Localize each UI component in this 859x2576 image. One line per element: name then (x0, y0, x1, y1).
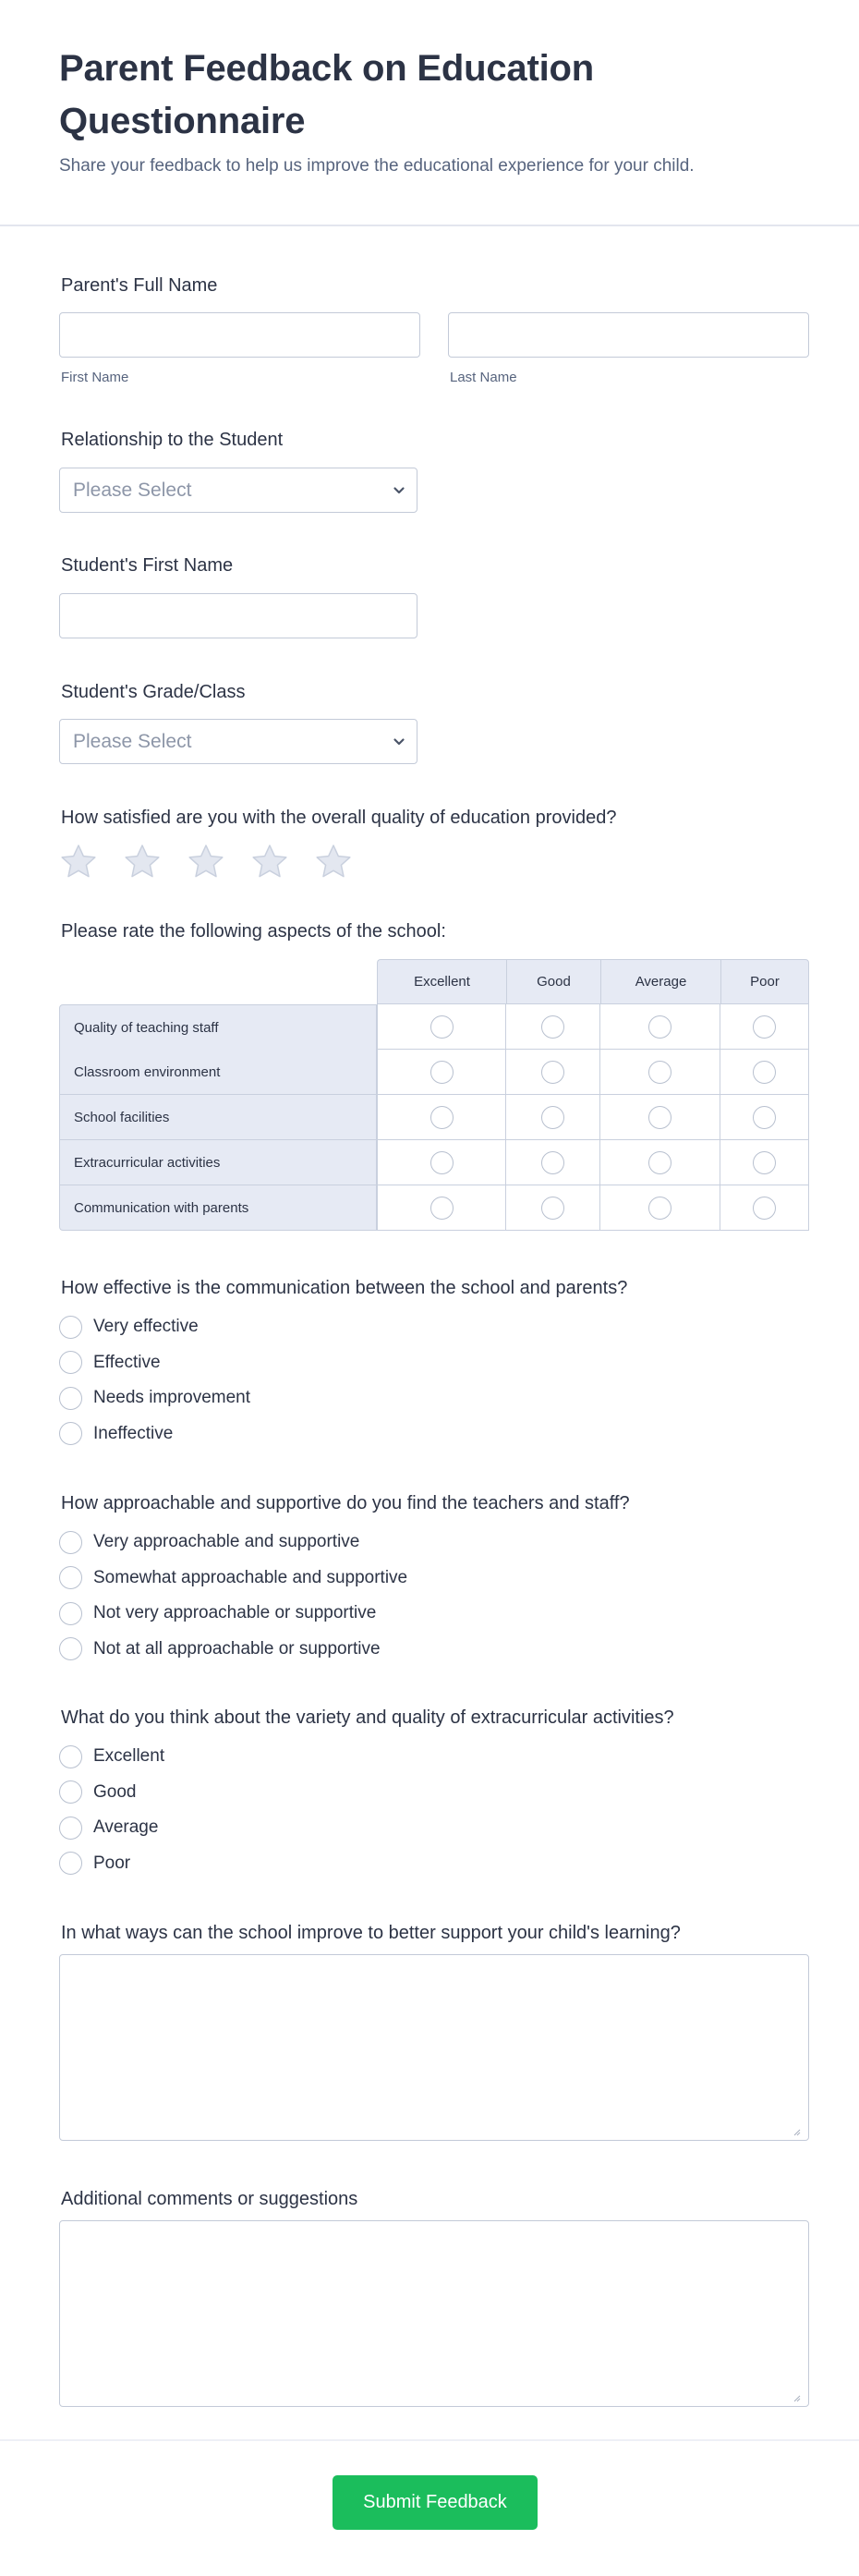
matrix-row-label: Extracurricular activities (59, 1140, 377, 1185)
matrix-cell (506, 1050, 600, 1095)
chevron-down-icon (393, 484, 405, 497)
radio-option[interactable] (59, 1564, 407, 1592)
matrix-radio[interactable] (541, 1061, 564, 1084)
matrix-column-header: Excellent (377, 959, 506, 1004)
form-header (0, 0, 859, 226)
radio-option-label: Very approachable and supportive (93, 1532, 360, 1551)
radio-option-label: Somewhat approachable and supportive (93, 1567, 408, 1587)
radio-option-label: Ineffective (93, 1423, 174, 1443)
comments-textarea[interactable] (59, 2220, 809, 2407)
matrix-radio[interactable] (753, 1197, 776, 1220)
matrix-row-label: Classroom environment (59, 1050, 377, 1095)
matrix-radio[interactable] (648, 1061, 671, 1084)
radio-option-label: Very effective (93, 1317, 199, 1336)
matrix-row-label: Communication with parents (59, 1185, 377, 1231)
matrix-radio[interactable] (648, 1197, 671, 1220)
radio-option-label: Good (93, 1781, 137, 1802)
last-name-sublabel: Last Name (450, 370, 517, 385)
matrix-cell (506, 1140, 600, 1185)
radio-option[interactable] (59, 1420, 173, 1448)
radio-circle[interactable] (59, 1316, 82, 1339)
radio-circle[interactable] (59, 1780, 82, 1804)
radio-option[interactable] (59, 1635, 381, 1663)
matrix-radio[interactable] (541, 1197, 564, 1220)
radio-circle[interactable] (59, 1637, 82, 1660)
star-icon[interactable] (250, 843, 289, 881)
matrix-radio[interactable] (541, 1106, 564, 1129)
grade-label: Student's Grade/Class (61, 682, 246, 702)
extracurricular-label: What do you think about the variety and quality of extracurricular activities? (61, 1707, 674, 1728)
radio-circle[interactable] (59, 1566, 82, 1589)
radio-option[interactable] (59, 1779, 136, 1806)
radio-option-label: Average (93, 1817, 159, 1837)
matrix-cell (506, 1185, 600, 1231)
radio-circle[interactable] (59, 1422, 82, 1445)
matrix-radio[interactable] (541, 1015, 564, 1039)
page-title: Parent Feedback on Education Questionnaire (59, 48, 594, 141)
approachability-label: How approachable and supportive do you find the teachers and staff? (61, 1493, 630, 1513)
matrix-cell (600, 1050, 720, 1095)
matrix-radio[interactable] (430, 1106, 454, 1129)
radio-circle[interactable] (59, 1351, 82, 1374)
footer-divider (0, 2439, 859, 2441)
radio-option[interactable] (59, 1313, 199, 1341)
matrix-cell (600, 1185, 720, 1231)
matrix-cell (600, 1004, 720, 1050)
radio-circle[interactable] (59, 1387, 82, 1410)
matrix-cell (506, 1095, 600, 1140)
matrix-radio[interactable] (430, 1015, 454, 1039)
submit-feedback-button[interactable]: Submit Feedback (333, 2475, 538, 2530)
matrix-radio[interactable] (430, 1151, 454, 1174)
page-subtitle: Share your feedback to help us improve the educational experience for your child. (59, 156, 695, 176)
matrix-cell (720, 1050, 809, 1095)
matrix-radio[interactable] (648, 1106, 671, 1129)
resize-grip-icon[interactable] (792, 2394, 801, 2402)
matrix-cell (377, 1004, 506, 1050)
matrix-cell (720, 1004, 809, 1050)
matrix-radio[interactable] (753, 1061, 776, 1084)
matrix-radio[interactable] (430, 1197, 454, 1220)
matrix-radio[interactable] (541, 1151, 564, 1174)
matrix-row-label: School facilities (59, 1095, 377, 1140)
radio-option-label: Not at all approachable or supportive (93, 1638, 381, 1659)
first-name-sublabel: First Name (61, 370, 129, 385)
parent-last-name-input[interactable] (448, 312, 809, 358)
matrix-cell (720, 1140, 809, 1185)
star-icon[interactable] (314, 843, 353, 881)
parent-first-name-input[interactable] (59, 312, 420, 358)
relationship-placeholder: Please Select (73, 480, 192, 501)
grade-placeholder: Please Select (73, 731, 192, 752)
matrix-column-header: Good (506, 959, 600, 1004)
matrix-radio[interactable] (648, 1151, 671, 1174)
matrix-radio[interactable] (753, 1106, 776, 1129)
improve-label: In what ways can the school improve to better support your child's learning? (61, 1923, 681, 1943)
matrix-cell (600, 1140, 720, 1185)
matrix-cell (720, 1185, 809, 1231)
relationship-select[interactable] (59, 468, 417, 513)
radio-option-label: Poor (93, 1853, 131, 1873)
radio-option-label: Not very approachable or supportive (93, 1603, 377, 1622)
radio-option[interactable] (59, 1599, 376, 1627)
student-first-name-input[interactable] (59, 593, 417, 638)
matrix-column-header: Poor (720, 959, 809, 1004)
radio-option[interactable] (59, 1528, 359, 1556)
matrix-radio[interactable] (648, 1015, 671, 1039)
radio-circle[interactable] (59, 1817, 82, 1840)
matrix-radio[interactable] (430, 1061, 454, 1084)
grade-select[interactable] (59, 719, 417, 764)
star-icon[interactable] (123, 843, 162, 881)
radio-option-label: Excellent (93, 1746, 165, 1766)
comments-label: Additional comments or suggestions (61, 2189, 358, 2209)
radio-option[interactable] (59, 1814, 158, 1841)
matrix-radio[interactable] (753, 1015, 776, 1039)
matrix-cell (377, 1050, 506, 1095)
radio-circle[interactable] (59, 1602, 82, 1625)
matrix-cell (377, 1185, 506, 1231)
radio-option[interactable] (59, 1743, 164, 1770)
star-icon[interactable] (187, 843, 225, 881)
radio-option-label: Needs improvement (93, 1388, 251, 1407)
matrix-radio[interactable] (753, 1151, 776, 1174)
resize-grip-icon[interactable] (792, 2128, 801, 2136)
improve-textarea[interactable] (59, 1954, 809, 2141)
parent-name-label: Parent's Full Name (61, 275, 218, 296)
communication-label: How effective is the communication between the school and parents? (61, 1278, 628, 1298)
radio-option[interactable] (59, 1850, 130, 1877)
radio-option[interactable] (59, 1384, 250, 1412)
radio-option-label: Effective (93, 1352, 161, 1372)
matrix-column-header: Average (600, 959, 720, 1004)
radio-option[interactable] (59, 1349, 161, 1377)
radio-circle[interactable] (59, 1852, 82, 1875)
matrix-cell (720, 1095, 809, 1140)
star-icon[interactable] (59, 843, 98, 881)
matrix-label: Please rate the following aspects of the school: (61, 921, 446, 942)
student-first-name-label: Student's First Name (61, 555, 234, 576)
chevron-down-icon (393, 735, 405, 748)
relationship-label: Relationship to the Student (61, 430, 284, 450)
matrix-cell (506, 1004, 600, 1050)
matrix-row-label: Quality of teaching staff (59, 1004, 377, 1051)
matrix-cell (377, 1095, 506, 1140)
radio-circle[interactable] (59, 1745, 82, 1768)
satisfaction-label: How satisfied are you with the overall quality of education provided? (61, 808, 617, 828)
matrix-cell (600, 1095, 720, 1140)
matrix-cell (377, 1140, 506, 1185)
radio-circle[interactable] (59, 1531, 82, 1554)
